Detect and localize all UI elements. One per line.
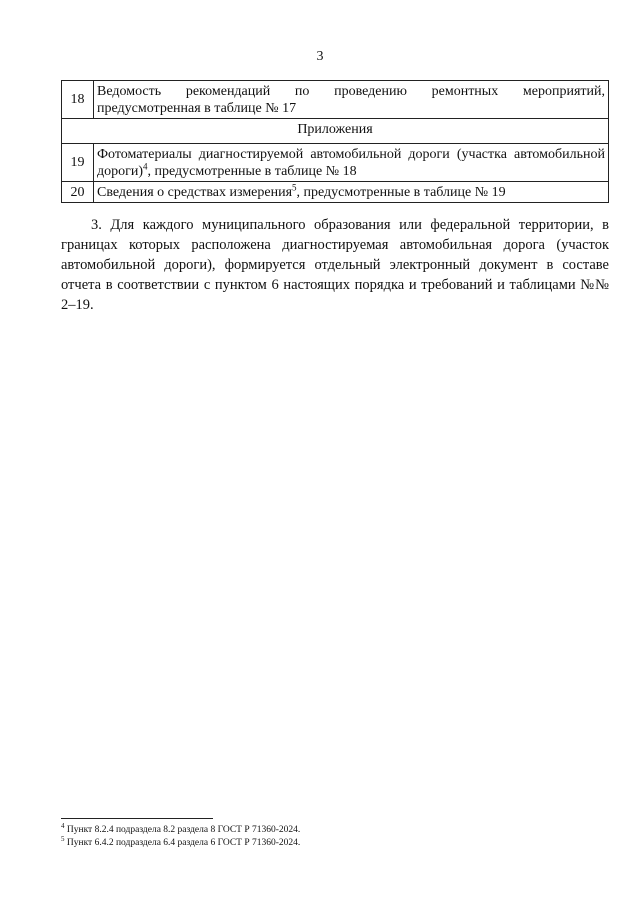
footnote-ref: 5	[292, 182, 297, 193]
row-text	[94, 182, 609, 203]
footnote-ref: 4	[143, 161, 148, 172]
footnote-text: Пункт 8.2.4 подраздела 8.2 раздела 8 ГОСТ Р 71360-2024.	[66, 825, 301, 835]
footnote-text: Пункт 6.4.2 подраздела 6.4 раздела 6 ГОСТ Р 71360-2024.	[66, 838, 301, 848]
body-paragraph: 3. Для каждого муниципального образования или федеральной территории, в границах которых расположена диагностируемая автомобильная дорога (участок автомобильной дороги), формируется отдельный электронный документ в составе отчета в соответствии с пунктом 6 настоящих порядка и требований и таблицами №№ 2–19.	[61, 217, 609, 313]
section-heading: Приложения	[62, 119, 609, 144]
contents-table	[61, 80, 609, 203]
table-row	[62, 144, 609, 182]
footnote-mark: 5	[61, 834, 65, 843]
footnotes	[61, 821, 609, 850]
table-row	[62, 182, 609, 203]
footnote-separator	[61, 818, 213, 819]
row-text-tail: , предусмотренные в таблице № 19	[296, 185, 506, 200]
footnote	[61, 821, 609, 837]
table-section-row	[62, 119, 609, 144]
row-number: 19	[62, 144, 94, 182]
footnote	[61, 834, 609, 850]
row-text: Ведомость рекомендаций по проведению ремонтных мероприятий, предусмотренная в таблице № 17	[94, 81, 609, 119]
row-text-main: Фотоматериалы диагностируемой автомобильной дороги (участка автомобильной дороги)	[97, 147, 605, 179]
row-text-tail: , предусмотренные в таблице № 18	[147, 164, 357, 179]
table-row	[62, 81, 609, 119]
footnote-mark: 4	[61, 821, 65, 830]
row-text	[94, 144, 609, 182]
row-number: 20	[62, 182, 94, 203]
row-text-main: Сведения о средствах измерения	[97, 185, 293, 200]
row-number: 18	[62, 81, 94, 119]
page-number: 3	[316, 49, 324, 64]
